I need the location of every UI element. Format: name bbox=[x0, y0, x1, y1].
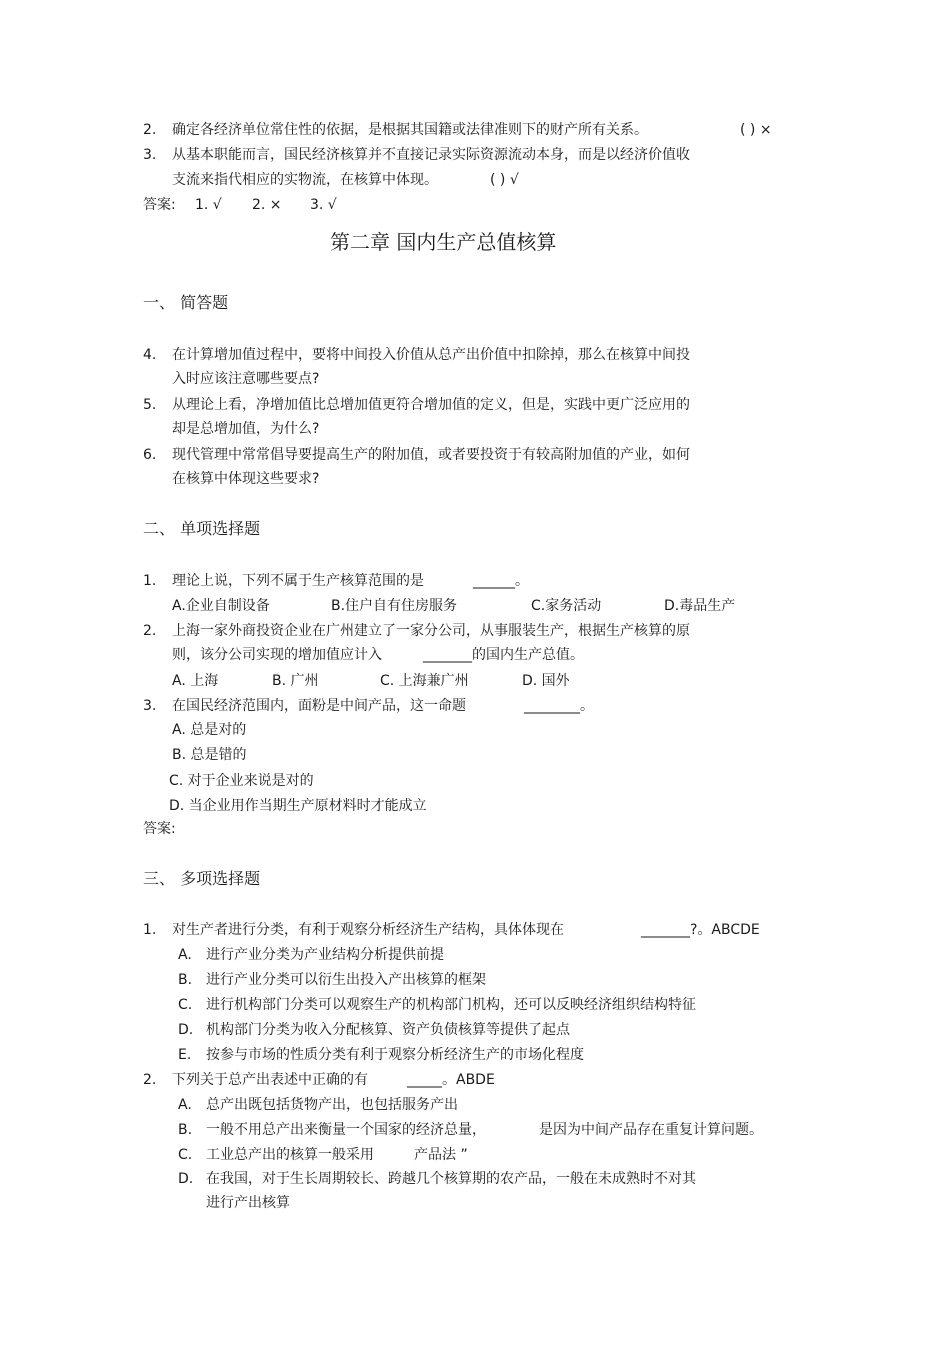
question-text: 从基本职能而言，国民经济核算并不直接记录实际资源流动本身，而是以经济价值收 bbox=[172, 147, 690, 163]
option-letter: C. bbox=[178, 997, 193, 1013]
question-number: 2. bbox=[143, 623, 157, 639]
question-text: 从理论上看，净增加值比总增加值更符合增加值的定义，但是，实践中更广泛应用的 bbox=[172, 397, 690, 413]
answer-blank: _______的国内生产总值。 bbox=[423, 647, 584, 663]
option: 按参与市场的性质分类有利于观察分析经济生产的市场化程度 bbox=[206, 1047, 584, 1063]
answer-blank: _____。ABDE bbox=[407, 1072, 495, 1088]
option-letter: A. bbox=[178, 1097, 192, 1113]
question-text: 对生产者进行分类，有利于观察分析经济生产结构，具体体现在 bbox=[172, 922, 564, 938]
option: A. 总是对的 bbox=[172, 722, 247, 738]
question-number: 2. bbox=[143, 122, 157, 138]
option: C.家务活动 bbox=[531, 598, 602, 614]
option-letter: D. bbox=[178, 1022, 194, 1038]
question-number: 1. bbox=[143, 573, 157, 589]
option: 进行产业分类为产业结构分析提供前提 bbox=[206, 947, 444, 963]
section-title: 二、 单项选择题 bbox=[143, 519, 261, 538]
option-letter: A. bbox=[178, 947, 192, 963]
option: 进行产业分类可以衍生出投入产出核算的框架 bbox=[206, 972, 486, 988]
question-number: 1. bbox=[143, 922, 157, 938]
option: D. 国外 bbox=[522, 673, 570, 689]
option-letter: D. bbox=[178, 1171, 194, 1187]
option-letter: B. bbox=[178, 972, 193, 988]
option: 进行机构部门分类可以观察生产的机构部门机构，还可以反映经济组织结构特征 bbox=[206, 997, 696, 1013]
question-text: 下列关于总产出表述中正确的有 bbox=[172, 1072, 368, 1088]
question-text-cont: 入时应该注意哪些要点? bbox=[172, 371, 320, 387]
answer-mark: ( ) √ bbox=[490, 172, 519, 188]
option-letter: B. bbox=[178, 1122, 193, 1138]
question-text: 现代管理中常常倡导要提高生产的附加值，或者要投资于有较高附加值的产业，如何 bbox=[172, 447, 690, 463]
question-number: 5. bbox=[143, 397, 157, 413]
question-number: 2. bbox=[143, 1072, 157, 1088]
option: B.住户自有住房服务 bbox=[331, 598, 458, 614]
option: 机构部门分类为收入分配核算、资产负债核算等提供了起点 bbox=[206, 1022, 570, 1038]
question-text: 理论上说，下列不属于生产核算范围的是 bbox=[172, 573, 424, 589]
option: D. 当企业用作当期生产原材料时才能成立 bbox=[169, 798, 427, 814]
question-text: 在计算增加值过程中，要将中间投入价值从总产出价值中扣除掉，那么在核算中间投 bbox=[172, 347, 690, 363]
chapter-title: 第二章 国内生产总值核算 bbox=[330, 230, 557, 254]
option: 在我国，对于生长周期较长、跨越几个核算期的农产品，一般在未成熟时不对其 bbox=[206, 1171, 696, 1187]
option: A.企业自制设备 bbox=[172, 598, 270, 614]
option-cont: 是因为中间产品存在重复计算问题。 bbox=[539, 1122, 763, 1138]
section-title: 一、 简答题 bbox=[143, 293, 229, 312]
option: C. 对于企业来说是对的 bbox=[169, 773, 314, 789]
answer-mark: ( ) × bbox=[740, 122, 772, 138]
question-text-cont: 则，该分公司实现的增加值应计入 bbox=[172, 647, 382, 663]
option: 一般不用总产出来衡量一个国家的经济总量， bbox=[206, 1122, 486, 1138]
option: D.毒品生产 bbox=[664, 598, 736, 614]
option: 工业总产出的核算一般采用 bbox=[206, 1147, 374, 1163]
answer-item: 2. × bbox=[252, 197, 282, 213]
question-text-cont: 支流来指代相应的实物流，在核算中体现。 bbox=[172, 172, 438, 188]
section-title: 三、 多项选择题 bbox=[143, 869, 261, 888]
answer-blank: ______。 bbox=[473, 573, 529, 589]
option-letter: C. bbox=[178, 1147, 193, 1163]
question-text: 确定各经济单位常住性的依据，是根据其国籍或法律准则下的财产所有关系。 bbox=[172, 122, 648, 138]
answer-label: 答案: bbox=[143, 197, 176, 213]
option: 总产出既包括货物产出，也包括服务产出 bbox=[206, 1097, 458, 1113]
option-cont: 产品法 ” bbox=[414, 1147, 468, 1163]
option: B. 总是错的 bbox=[172, 747, 247, 763]
answer-item: 1. √ bbox=[195, 197, 222, 213]
question-number: 3. bbox=[143, 698, 157, 714]
answer-label: 答案: bbox=[143, 821, 176, 837]
question-text: 在国民经济范围内，面粉是中间产品，这一命题 bbox=[172, 698, 466, 714]
question-number: 4. bbox=[143, 347, 157, 363]
option-cont: 进行产出核算 bbox=[206, 1195, 290, 1211]
option: A. 上海 bbox=[172, 673, 219, 689]
question-text: 上海一家外商投资企业在广州建立了一家分公司，从事服装生产，根据生产核算的原 bbox=[172, 623, 690, 639]
question-number: 3. bbox=[143, 147, 157, 163]
answer-item: 3. √ bbox=[310, 197, 337, 213]
answer-blank: _______?。ABCDE bbox=[641, 922, 760, 938]
question-text-cont: 却是总增加值，为什么? bbox=[172, 421, 320, 437]
answer-blank: ________。 bbox=[524, 698, 594, 714]
question-number: 6. bbox=[143, 447, 157, 463]
option: B. 广州 bbox=[272, 673, 319, 689]
option-letter: E. bbox=[178, 1047, 192, 1063]
question-text-cont: 在核算中体现这些要求? bbox=[172, 471, 320, 487]
option: C. 上海兼广州 bbox=[380, 673, 469, 689]
